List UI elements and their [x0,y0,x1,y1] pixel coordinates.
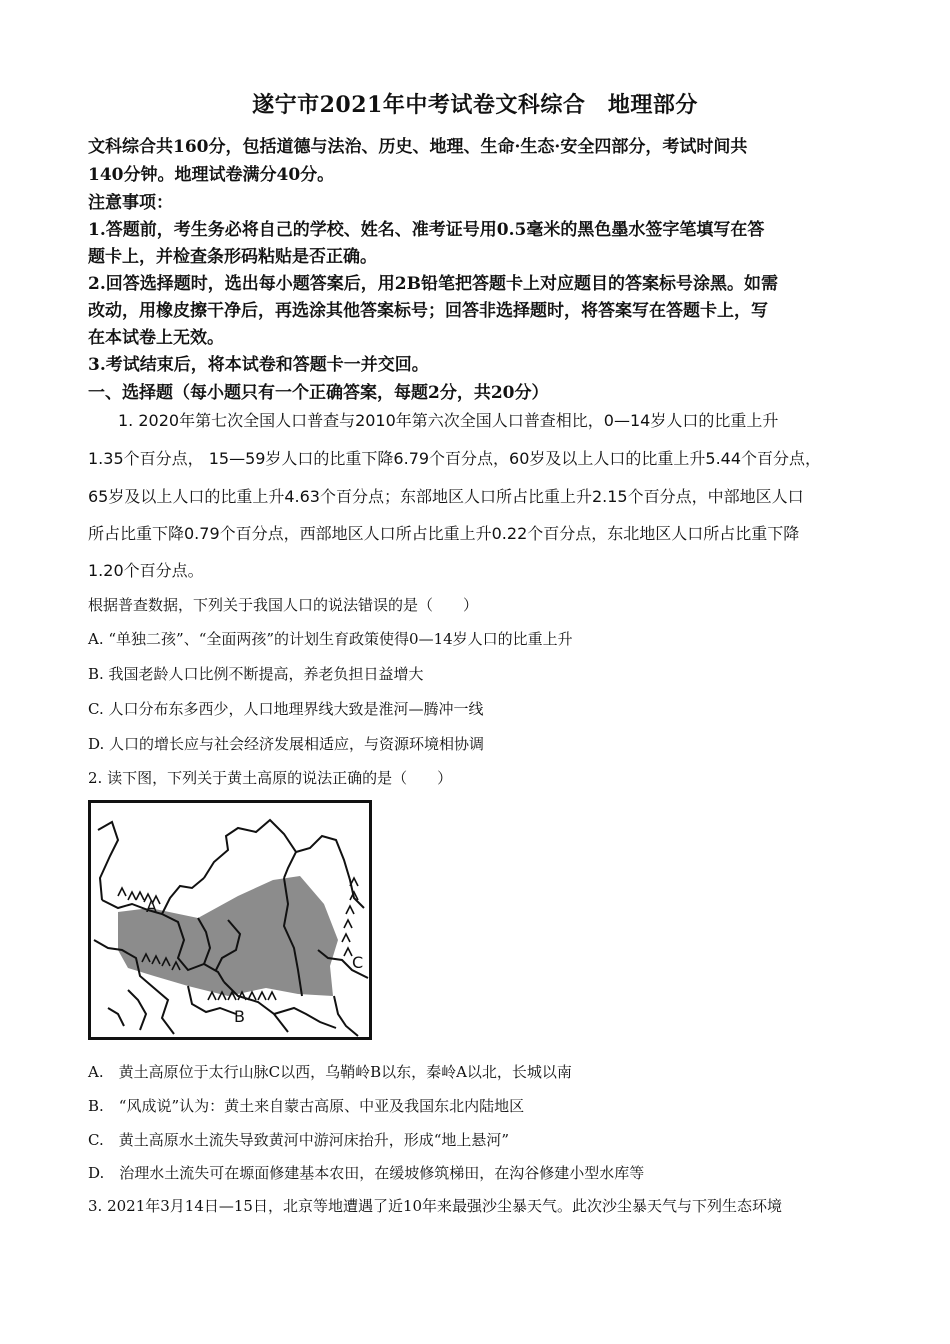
q1-para-1: 1. 2020年第七次全国人口普查与2010年第六次全国人口普查相比，0—14岁人口的比重上升 [118,411,779,430]
loess-plateau-map [88,800,372,1040]
q1-option-b: B. 我国老龄人口比例不断提高，养老负担日益增大 [88,665,424,683]
q2-option-b: B. “风成说”认为：黄土来自蒙古高原、中亚及我国东北内陆地区 [88,1097,525,1115]
map-label-c: C [352,953,364,972]
notice-item-2a: 2.回答选择题时，选出每小题答案后，用2B铅笔把答题卡上对应题目的答案标号涂黑。如需 [88,274,778,294]
map-label-b: B [234,1007,245,1026]
notice-item-1a: 1.答题前，考生务必将自己的学校、姓名、准考证号用0.5毫米的黑色墨水签字笔填写在答 [88,220,765,240]
section-heading: 一、选择题（每小题只有一个正确答案，每题2分，共20分） [88,383,549,403]
q2-option-c: C. 黄土高原水土流失导致黄河中游河床抬升，形成“地上悬河” [88,1131,510,1149]
notice-item-2c: 在本试卷上无效。 [88,328,224,348]
q1-para-4: 所占比重下降0.79个百分点，西部地区人口所占比重上升0.22个百分点，东北地区人口所占比重下降 [88,524,800,543]
notice-item-1b: 题卡上，并检查条形码粘贴是否正确。 [88,247,377,267]
notice-item-3: 3.考试结束后，将本试卷和答题卡一并交回。 [88,355,429,375]
intro-line-1: 文科综合共160分，包括道德与法治、历史、地理、生命·生态·安全四部分，考试时间共 [88,137,748,157]
q1-option-c: C. 人口分布东多西少，人口地理界线大致是淮河—腾冲一线 [88,700,484,718]
q1-para-3: 65岁及以上人口的比重上升4.63个百分点；东部地区人口所占比重上升2.15个百分点，中部地区人口 [88,487,804,506]
q1-option-a: A. “单独二孩”、“全面两孩”的计划生育政策使得0—14岁人口的比重上升 [88,630,573,648]
q3-stem: 3. 2021年3月14日—15日，北京等地遭遇了近10年来最强沙尘暴天气。此次沙尘暴天气与下列生态环境 [88,1197,783,1215]
intro-line-2: 140分钟。地理试卷满分40分。 [88,165,335,185]
notice-item-2b: 改动，用橡皮擦干净后，再选涂其他答案标号；回答非选择题时，将答案写在答题卡上，写 [88,301,768,321]
page-title: 遂宁市2021年中考试卷文科综合 地理部分 [252,92,698,118]
q1-stem: 根据普查数据，下列关于我国人口的说法错误的是（ ） [88,596,479,614]
q2-option-a: A. 黄土高原位于太行山脉C以西，乌鞘岭B以东，秦岭A以北，长城以南 [88,1063,572,1081]
map-label-a: A [146,897,157,916]
q2-option-d: D. 治理水土流失可在塬面修建基本农田，在缓坡修筑梯田，在沟谷修建小型水库等 [88,1164,645,1182]
q1-option-d: D. 人口的增长应与社会经济发展相适应，与资源环境相协调 [88,735,485,753]
q2-stem: 2. 读下图，下列关于黄土高原的说法正确的是（ ） [88,769,453,787]
notice-heading: 注意事项： [88,193,173,213]
q1-para-5: 1.20个百分点。 [88,561,204,580]
q1-para-2: 1.35个百分点， 15—59岁人口的比重下降6.79个百分点，60岁及以上人口的比重上升5.44个百分点， [88,449,822,468]
